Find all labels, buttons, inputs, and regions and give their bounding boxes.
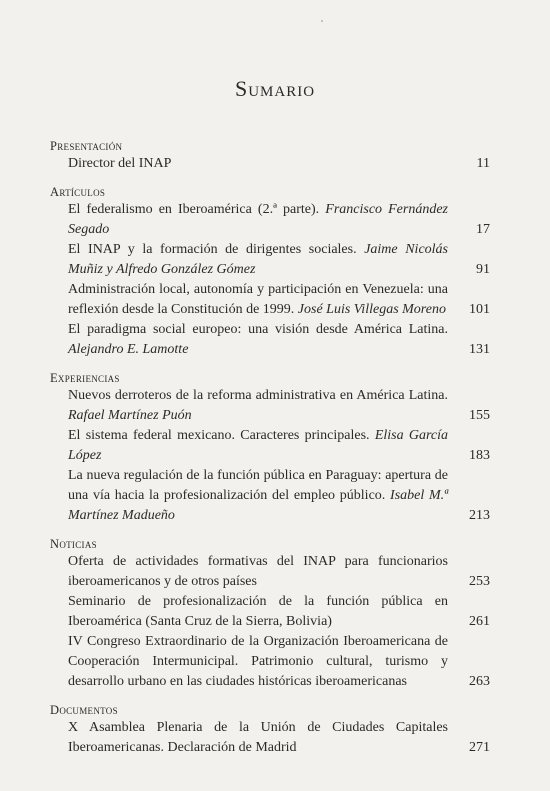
entry-text xyxy=(68,200,448,240)
entry-page-number: 271 xyxy=(469,740,490,755)
entry-title: Director del INAP xyxy=(68,156,172,171)
section-header: Artículos xyxy=(50,185,106,199)
toc-entry xyxy=(50,154,490,174)
entry-text xyxy=(68,154,448,174)
toc-entry xyxy=(50,200,490,240)
entry-title: IV Congreso Extraordinario de la Organización Iberoamericana de Cooperación Intermunicipal. Patrimonio cultural, turismo y desarrollo urbano en las ciudades históricas iberoamericanas xyxy=(68,634,448,689)
entry-page-number: 261 xyxy=(469,614,490,629)
entry-page-number: 263 xyxy=(469,674,490,689)
entry-page-number: 91 xyxy=(476,262,490,277)
entry-title: Administración local, autonomía y participación en Venezuela: una reflexión desde la Constitución de 1999. xyxy=(68,282,448,317)
toc-entry xyxy=(50,426,490,466)
entry-text xyxy=(68,466,448,526)
section-header: Presentación xyxy=(50,139,123,153)
entry-page-number: 253 xyxy=(469,574,490,589)
toc-entry xyxy=(50,320,490,360)
entry-author: Rafael Martínez Puón xyxy=(68,408,192,423)
entry-title: Seminario de profesionalización de la función pública en Iberoamérica (Santa Cruz de la Sierra, Bolivia) xyxy=(68,594,448,629)
entry-page-number: 131 xyxy=(469,342,490,357)
entry-title: La nueva regulación de la función pública en Paraguay: apertura de una vía hacia la profesionalización del empleo público. xyxy=(68,468,448,503)
entry-page-number: 213 xyxy=(469,508,490,523)
entry-text xyxy=(68,386,448,426)
entry-title: El federalismo en Iberoamérica (2.ª parte). xyxy=(68,202,320,217)
toc-entry xyxy=(50,240,490,280)
page-title: Sumario xyxy=(234,76,316,101)
toc-section xyxy=(50,536,490,692)
entry-author: José Luis Villegas Moreno xyxy=(297,302,446,317)
entry-title: X Asamblea Plenaria de la Unión de Ciudades Capitales Iberoamericanas. Declaración de Madrid xyxy=(68,720,448,755)
toc-section xyxy=(50,370,490,526)
entry-text xyxy=(68,280,448,320)
entry-author: Jaime Nicolás Muñiz y Alfredo González Gómez xyxy=(68,242,449,277)
entry-title: El sistema federal mexicano. Caracteres principales. xyxy=(68,428,370,443)
toc-section xyxy=(50,184,490,360)
entry-text xyxy=(68,240,448,280)
toc-entry xyxy=(50,280,490,320)
entry-page-number: 183 xyxy=(469,448,490,463)
entry-page-number: 11 xyxy=(476,156,490,171)
entry-title: El paradigma social europeo: una visión desde América Latina. xyxy=(68,322,448,337)
toc-entry xyxy=(50,718,490,758)
entry-text xyxy=(68,320,448,360)
entry-page-number: 17 xyxy=(476,222,490,237)
entry-author: Alejandro E. Lamotte xyxy=(68,342,189,357)
entry-text xyxy=(68,426,448,466)
toc-entry xyxy=(50,592,490,632)
entry-title: Oferta de actividades formativas del INAP para funcionarios iberoamericanos y de otros países xyxy=(68,554,448,589)
entry-text xyxy=(68,552,448,592)
entry-page-number: 155 xyxy=(469,408,490,423)
entry-author: Francisco Fernández Segado xyxy=(68,202,448,237)
toc-entry xyxy=(50,466,490,526)
toc-entry xyxy=(50,552,490,592)
toc-section xyxy=(50,702,490,758)
toc-entry xyxy=(50,386,490,426)
scan-speck xyxy=(321,20,323,22)
section-header: Documentos xyxy=(50,703,118,717)
entry-text xyxy=(68,718,448,758)
section-header: Noticias xyxy=(50,537,97,551)
entry-text xyxy=(68,592,448,632)
entry-text xyxy=(68,632,448,692)
entry-author: Isabel M.ª Martínez Madueño xyxy=(68,488,449,523)
entry-title: El INAP y la formación de dirigentes sociales. xyxy=(68,242,357,257)
entry-page-number: 101 xyxy=(469,302,490,317)
table-of-contents xyxy=(50,138,490,768)
toc-entry xyxy=(50,632,490,692)
section-header: Experiencias xyxy=(50,371,120,385)
entry-author: Elisa García López xyxy=(68,428,449,463)
toc-section xyxy=(50,138,490,174)
entry-title: Nuevos derroteros de la reforma administrativa en América Latina. xyxy=(68,388,448,403)
